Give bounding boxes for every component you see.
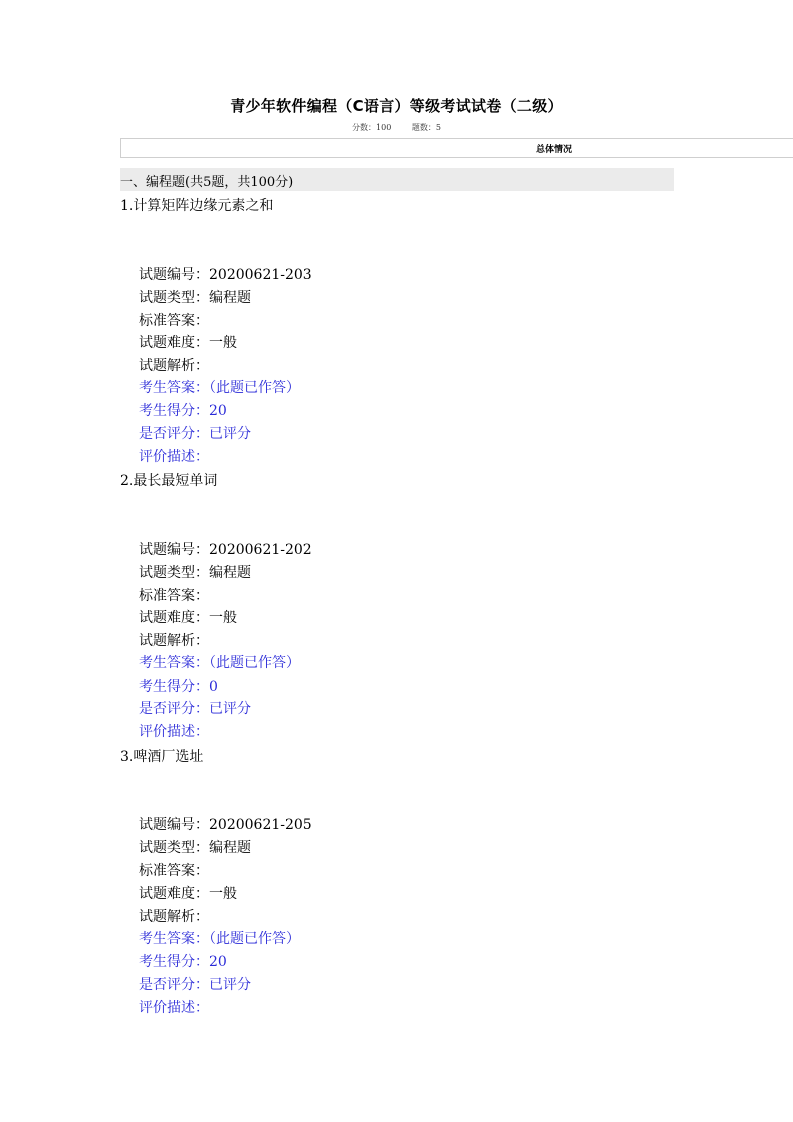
summary-label: 总体情况	[536, 145, 573, 155]
question-analysis: 试题解析：	[139, 909, 209, 925]
student-answer: 考生答案：（此题已作答）	[139, 655, 300, 671]
question-difficulty: 试题难度：一般	[139, 610, 237, 626]
student-score: 考生得分：20	[139, 954, 227, 970]
standard-answer: 标准答案：	[139, 313, 209, 329]
standard-answer: 标准答案：	[139, 863, 209, 879]
evaluation-comment: 评价描述：	[139, 724, 209, 740]
question-analysis: 试题解析：	[139, 633, 209, 649]
question-difficulty: 试题难度：一般	[139, 886, 237, 902]
student-answer: 考生答案：（此题已作答）	[139, 380, 300, 396]
question-title: 2.最长最短单词	[120, 473, 218, 489]
student-score: 考生得分：0	[139, 679, 218, 695]
question-type: 试题类型：编程题	[139, 565, 251, 581]
summary-box	[120, 138, 793, 158]
question-title: 1.计算矩阵边缘元素之和	[120, 198, 274, 214]
question-count: 题数：5	[411, 123, 441, 132]
graded-status: 是否评分：已评分	[139, 426, 251, 442]
graded-status: 是否评分：已评分	[139, 977, 251, 993]
question-difficulty: 试题难度：一般	[139, 335, 237, 351]
exam-meta	[0, 122, 793, 133]
question-analysis: 试题解析：	[139, 358, 209, 374]
student-score: 考生得分：20	[139, 403, 227, 419]
question-title: 3.啤酒厂选址	[120, 749, 204, 765]
section-header: 一、编程题(共5题，共100分)	[120, 168, 674, 191]
total-score: 分数：100	[352, 123, 392, 132]
student-answer: 考生答案：（此题已作答）	[139, 931, 300, 947]
question-id: 试题编号：20200621-205	[139, 817, 312, 833]
evaluation-comment: 评价描述：	[139, 449, 209, 465]
question-type: 试题类型：编程题	[139, 840, 251, 856]
standard-answer: 标准答案：	[139, 588, 209, 604]
question-type: 试题类型：编程题	[139, 290, 251, 306]
question-id: 试题编号：20200621-203	[139, 267, 312, 283]
question-id: 试题编号：20200621-202	[139, 542, 312, 558]
evaluation-comment: 评价描述：	[139, 1000, 209, 1016]
graded-status: 是否评分：已评分	[139, 701, 251, 717]
page-title: 青少年软件编程（C语言）等级考试试卷（二级）	[230, 97, 563, 115]
